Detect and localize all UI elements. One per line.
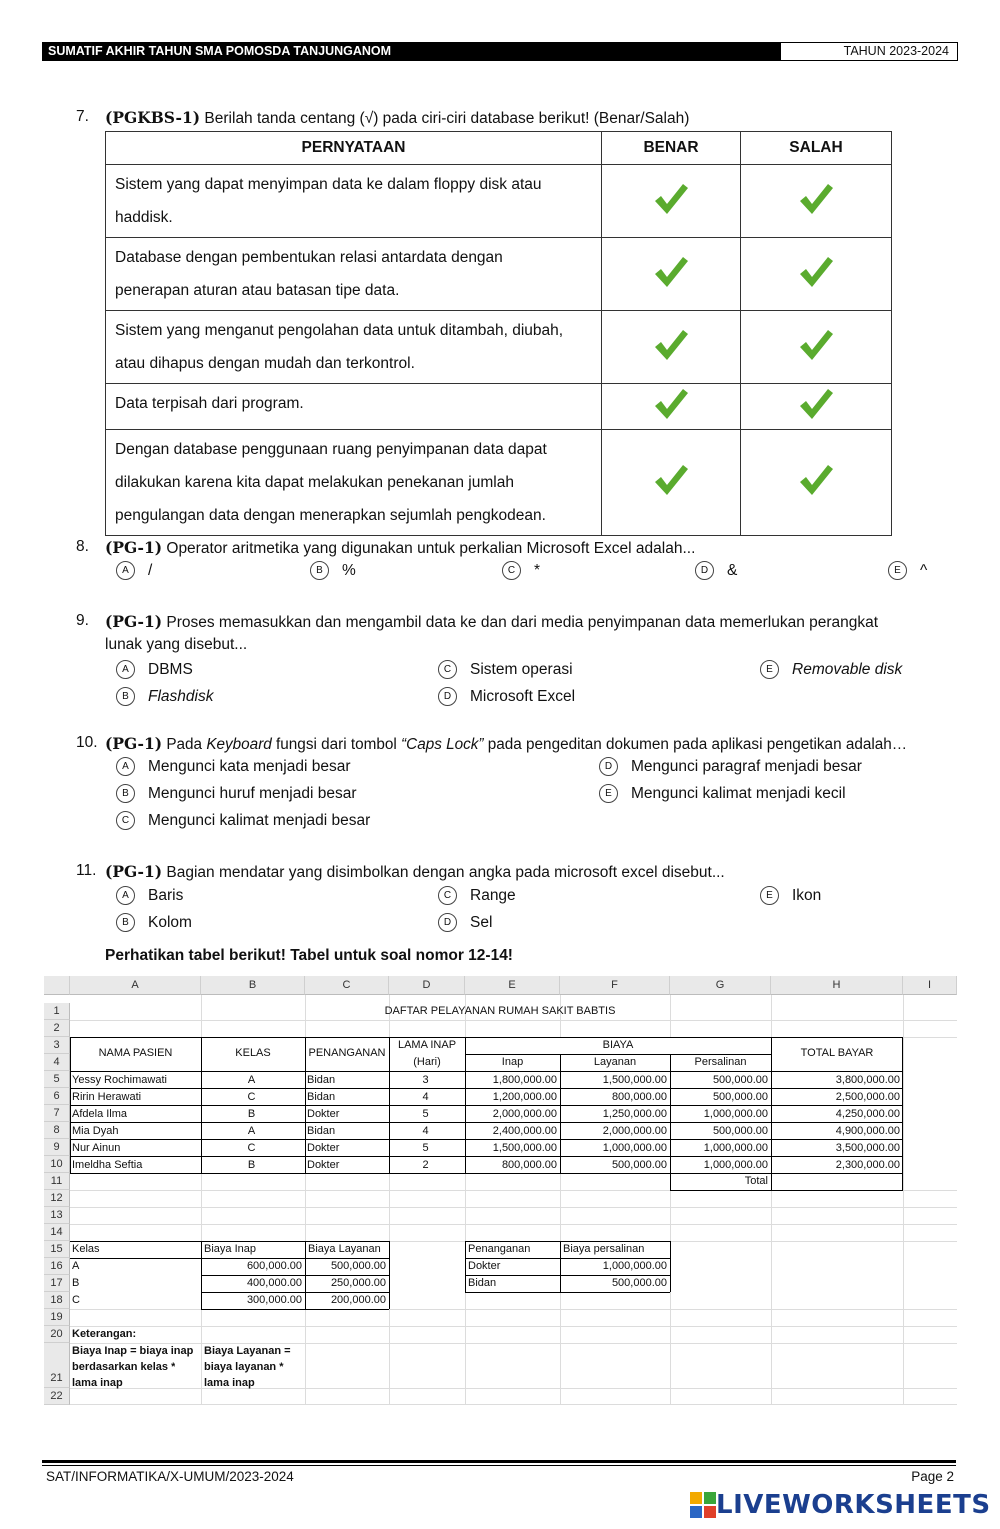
spreadsheet (44, 976, 957, 1405)
row-header: 5 (44, 1071, 70, 1088)
check-icon (798, 255, 834, 289)
check-icon (653, 255, 689, 289)
sheet-corner (44, 976, 70, 995)
kelas-head-kelas: Kelas (72, 1243, 100, 1255)
q9-option-c[interactable]: C Sistem operasi (438, 660, 573, 679)
row-header: 16 (44, 1258, 70, 1275)
hdr-lama-inap: LAMA INAP (397, 1039, 457, 1051)
option-c-icon: C (502, 561, 521, 580)
table-cell: 1,200,000.00 (492, 1091, 557, 1103)
table-cell: 500,000.00 (712, 1125, 768, 1137)
col-header-g: G (670, 976, 771, 995)
hdr-kelas: KELAS (235, 1047, 271, 1059)
table-cell: Afdela Ilma (72, 1108, 128, 1120)
pen-head-persalinan: Biaya persalinan (563, 1243, 645, 1255)
header-year: TAHUN 2023-2024 (843, 44, 949, 58)
q8-number: 8. (76, 538, 89, 555)
row-header: 12 (44, 1190, 70, 1207)
col-salah: SALAH (741, 132, 892, 165)
q10-prompt: (PG-1) Pada Keyboard fungsi dari tombol “Caps Lock” pada pengeditan dokumen pada aplikasi pengetikan adalah… (105, 734, 908, 753)
q8-option-e[interactable]: E ^ (888, 561, 927, 580)
table-cell: B (247, 1159, 256, 1171)
sheet-title: DAFTAR PELAYANAN RUMAH SAKIT BABTIS (384, 1005, 616, 1017)
ket-inap-line3: lama inap (72, 1377, 123, 1389)
q10-number: 10. (76, 734, 98, 751)
table-cell: 4,250,000.00 (835, 1108, 900, 1120)
col-header-b: B (201, 976, 305, 995)
table-cell: 1,000,000.00 (602, 1142, 667, 1154)
q10-option-e[interactable]: E Mengunci kalimat menjadi kecil (599, 784, 846, 803)
option-e-icon: E (888, 561, 907, 580)
table-cell: Dokter (307, 1142, 340, 1154)
salah-check-2[interactable] (741, 238, 892, 311)
brand-name: LIVEWORKSHEETS (716, 1490, 991, 1520)
q8-option-c[interactable]: C * (502, 561, 540, 580)
table-cell: C (247, 1091, 256, 1103)
table-cell: Ririn Herawati (72, 1091, 142, 1103)
q8-prompt: (PG-1) Operator aritmetika yang digunakan untuk perkalian Microsoft Excel adalah... (105, 538, 696, 557)
footer-code: SAT/INFORMATIKA/X-UMUM/2023-2024 (46, 1469, 294, 1484)
check-icon (798, 387, 834, 421)
kelas-cell: 300,000.00 (246, 1294, 302, 1306)
statement-3: Sistem yang menganut pengolahan data untuk ditambah, diubah, atau dihapus dengan mudah dan terkontrol. (106, 311, 602, 384)
ket-layanan-line2: biaya layanan * (204, 1361, 284, 1373)
row-header: 20 (44, 1326, 70, 1343)
q11-option-c[interactable]: C Range (438, 886, 516, 905)
table-cell: Yessy Rochimawati (72, 1074, 167, 1086)
kelas-cell: B (72, 1277, 80, 1289)
check-icon (798, 182, 834, 216)
kelas-cell: 500,000.00 (330, 1260, 386, 1272)
row-header: 7 (44, 1105, 70, 1122)
statement-5: Dengan database penggunaan ruang penyimpanan data dapat dilakukan karena kita dapat melakukan penekanan jumlah pengulangan data dengan menerapkan sejumlah pengkodean. (106, 430, 602, 536)
hdr-persalinan: Persalinan (694, 1056, 747, 1068)
row-header: 14 (44, 1224, 70, 1241)
total-label: Total (744, 1175, 768, 1187)
row-header: 9 (44, 1139, 70, 1156)
salah-check-1[interactable] (741, 165, 892, 238)
q9-prompt: (PG-1) Proses memasukkan dan mengambil data ke dan dari media penyimpanan data memerlukan perangkat (105, 612, 879, 631)
table-cell: 2,000,000.00 (602, 1125, 667, 1137)
penanganan-cell: 500,000.00 (611, 1277, 667, 1289)
table-cell: C (247, 1142, 256, 1154)
keterangan-label: Keterangan: (72, 1328, 137, 1340)
penanganan-cell: Dokter (468, 1260, 501, 1272)
q9-option-a[interactable]: A DBMS (116, 660, 193, 679)
q11-option-a[interactable]: A Baris (116, 886, 183, 905)
row-header: 18 (44, 1292, 70, 1309)
footer-divider (42, 1460, 956, 1463)
row-header: 17 (44, 1275, 70, 1292)
row-header: 19 (44, 1309, 70, 1326)
col-pernyataan: PERNYATAAN (106, 132, 602, 165)
benar-check-2[interactable] (602, 238, 741, 311)
q7-code: (PGKBS-1) (105, 108, 201, 127)
kelas-cell: 600,000.00 (246, 1260, 302, 1272)
q7-number: 7. (76, 108, 89, 125)
table-cell: 5 (422, 1142, 429, 1154)
q11-option-b[interactable]: B Kolom (116, 913, 192, 932)
table-cell: Dokter (307, 1159, 340, 1171)
check-icon (798, 328, 834, 362)
table-cell: Bidan (307, 1074, 336, 1086)
liveworksheets-icon (690, 1492, 716, 1518)
row-header: 15 (44, 1241, 70, 1258)
kelas-head-layanan: Biaya Layanan (308, 1243, 381, 1255)
option-a-icon: A (116, 561, 135, 580)
table-cell: 3 (422, 1074, 429, 1086)
q7-table (105, 131, 892, 536)
row-header: 8 (44, 1122, 70, 1139)
q7-text: Berilah tanda centang (√) pada ciri-ciri database berikut! (Benar/Salah) (200, 110, 690, 127)
table-cell: 4 (422, 1125, 429, 1137)
hdr-total-bayar: TOTAL BAYAR (800, 1047, 874, 1059)
hdr-layanan: Layanan (593, 1056, 637, 1068)
ket-layanan-line1: Biaya Layanan = (204, 1345, 291, 1357)
table-cell: 800,000.00 (611, 1091, 667, 1103)
statement-4: Data terpisah dari program. (106, 384, 602, 430)
table-cell: 5 (422, 1108, 429, 1120)
page-number: Page 2 (911, 1469, 954, 1484)
hdr-inap: Inap (501, 1056, 524, 1068)
table-cell: 2,400,000.00 (492, 1125, 557, 1137)
table-cell: 500,000.00 (611, 1159, 667, 1171)
col-header-h: H (771, 976, 903, 995)
table-cell: Dokter (307, 1108, 340, 1120)
option-d-icon: D (695, 561, 714, 580)
col-header-f: F (560, 976, 670, 995)
hdr-biaya: BIAYA (602, 1039, 634, 1051)
q7-prompt (105, 108, 689, 128)
statement-1: Sistem yang dapat menyimpan data ke dalam floppy disk atau haddisk. (106, 165, 602, 238)
q11-prompt: (PG-1) Bagian mendatar yang disimbolkan dengan angka pada microsoft excel disebut... (105, 862, 725, 881)
table-cell: Mia Dyah (72, 1125, 119, 1137)
row-header: 1 (44, 1003, 70, 1020)
table-cell: A (247, 1125, 256, 1137)
table-cell: 4,900,000.00 (835, 1125, 900, 1137)
table-cell: 1,000,000.00 (703, 1142, 768, 1154)
col-header-e: E (465, 976, 560, 995)
q9-number: 9. (76, 612, 89, 629)
kelas-head-inap: Biaya Inap (204, 1243, 256, 1255)
salah-check-5[interactable] (741, 430, 892, 536)
col-header-c: C (305, 976, 389, 995)
table-cell: 1,250,000.00 (602, 1108, 667, 1120)
table-cell: 500,000.00 (712, 1091, 768, 1103)
col-benar: BENAR (602, 132, 741, 165)
q10-option-c[interactable]: C Mengunci kalimat menjadi besar (116, 811, 370, 830)
footer-divider-thin (42, 1465, 956, 1466)
kelas-cell: 400,000.00 (246, 1277, 302, 1289)
check-icon (653, 387, 689, 421)
row-header: 6 (44, 1088, 70, 1105)
col-header-d: D (389, 976, 465, 995)
table-cell: 1,000,000.00 (703, 1159, 768, 1171)
table-cell: 1,800,000.00 (492, 1074, 557, 1086)
col-header-i: I (903, 976, 957, 995)
row-header: 10 (44, 1156, 70, 1173)
benar-check-5[interactable] (602, 430, 741, 536)
table-cell: 2,000,000.00 (492, 1108, 557, 1120)
benar-check-4[interactable] (602, 384, 741, 430)
table-cell: 2,500,000.00 (835, 1091, 900, 1103)
q10-option-d[interactable]: D Mengunci paragraf menjadi besar (599, 757, 862, 776)
benar-check-1[interactable] (602, 165, 741, 238)
salah-check-3[interactable] (741, 311, 892, 384)
table-cell: 1,500,000.00 (492, 1142, 557, 1154)
table-cell: 1,500,000.00 (602, 1074, 667, 1086)
kelas-cell: 200,000.00 (330, 1294, 386, 1306)
q11-option-d[interactable]: D Sel (438, 913, 492, 932)
table-cell: Nur Ainun (72, 1142, 121, 1154)
col-header-a: A (70, 976, 201, 995)
table-cell: B (247, 1108, 256, 1120)
check-icon (798, 463, 834, 497)
hdr-hari: (Hari) (413, 1056, 441, 1068)
check-icon (653, 463, 689, 497)
table-cell: 3,800,000.00 (835, 1074, 900, 1086)
q9-option-d[interactable]: D Microsoft Excel (438, 687, 575, 706)
pen-head-penanganan: Penanganan (468, 1243, 531, 1255)
ket-layanan-line3: lama inap (204, 1377, 255, 1389)
q11-option-e[interactable]: E Ikon (760, 886, 821, 905)
table-cell: 800,000.00 (501, 1159, 557, 1171)
table-cell: A (247, 1074, 256, 1086)
q9-option-b[interactable]: B Flashdisk (116, 687, 213, 706)
row-header: 2 (44, 1020, 70, 1037)
table-note: Perhatikan tabel berikut! Tabel untuk soal nomor 12-14! (105, 947, 513, 964)
page-header (42, 42, 958, 61)
q8-option-a[interactable]: A / (116, 561, 152, 580)
hdr-nama-pasien: NAMA PASIEN (98, 1047, 173, 1059)
table-cell: 1,000,000.00 (703, 1108, 768, 1120)
hdr-penanganan: PENANGANAN (308, 1047, 386, 1059)
row-header: 4 (44, 1054, 70, 1071)
q9-prompt-line2: lunak yang disebut... (105, 636, 248, 653)
row-header: 22 (44, 1388, 70, 1405)
q9-option-e[interactable]: E Removable disk (760, 660, 902, 679)
kelas-cell: A (72, 1260, 80, 1272)
table-cell: 2 (422, 1159, 429, 1171)
liveworksheets-logo[interactable] (690, 1490, 991, 1520)
check-icon (653, 182, 689, 216)
ket-inap-line2: berdasarkan kelas * (72, 1361, 176, 1373)
q8-option-b[interactable]: B % (310, 561, 356, 580)
table-cell: Imeldha Seftia (72, 1159, 143, 1171)
header-title: SUMATIF AKHIR TAHUN SMA POMOSDA TANJUNGANOM (43, 43, 781, 60)
table-cell: 500,000.00 (712, 1074, 768, 1086)
q8-option-d[interactable]: D & (695, 561, 737, 580)
row-header: 13 (44, 1207, 70, 1224)
table-cell: Bidan (307, 1125, 336, 1137)
penanganan-cell: Bidan (468, 1277, 497, 1289)
table-cell: Bidan (307, 1091, 336, 1103)
table-cell: 4 (422, 1091, 429, 1103)
kelas-cell: 250,000.00 (330, 1277, 386, 1289)
row-header: 3 (44, 1037, 70, 1054)
penanganan-cell: 1,000,000.00 (602, 1260, 667, 1272)
option-b-icon: B (310, 561, 329, 580)
statement-2: Database dengan pembentukan relasi antardata dengan penerapan aturan atau batasan tipe data. (106, 238, 602, 311)
table-cell: 3,500,000.00 (835, 1142, 900, 1154)
kelas-cell: C (72, 1294, 80, 1306)
q10-option-a[interactable]: A Mengunci kata menjadi besar (116, 757, 350, 776)
q10-option-b[interactable]: B Mengunci huruf menjadi besar (116, 784, 357, 803)
row-header: 21 (44, 1343, 70, 1388)
q11-number: 11. (76, 862, 97, 879)
salah-check-4[interactable] (741, 384, 892, 430)
row-header: 11 (44, 1173, 70, 1190)
ket-inap-line1: Biaya Inap = biaya inap (72, 1345, 194, 1357)
benar-check-3[interactable] (602, 311, 741, 384)
table-cell: 2,300,000.00 (835, 1159, 900, 1171)
check-icon (653, 328, 689, 362)
